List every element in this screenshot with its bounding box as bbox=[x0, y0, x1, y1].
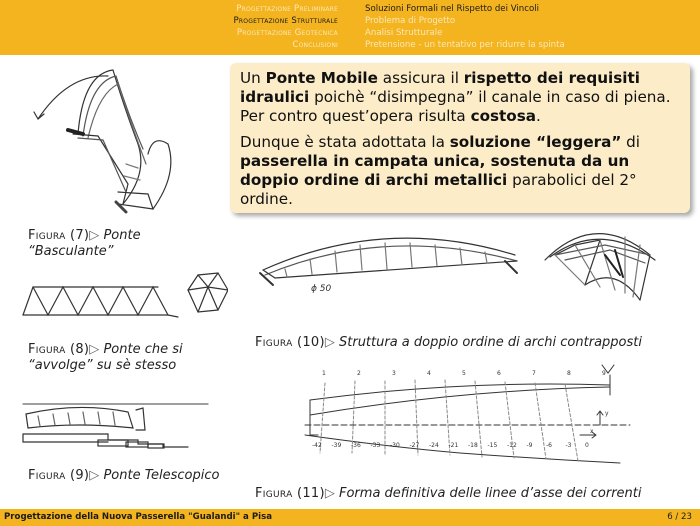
footer-bar bbox=[0, 509, 700, 526]
figure-7-label: Figura (7) bbox=[28, 228, 90, 243]
figure-11-label: Figura (11) bbox=[255, 486, 325, 501]
figure-8-sketch bbox=[18, 265, 228, 325]
figure-10-label: Figura (10) bbox=[255, 335, 325, 350]
figure-9-sketch bbox=[18, 392, 218, 454]
fig11-bottom-number: -24 bbox=[429, 442, 439, 449]
fig11-bottom-number: -39 bbox=[331, 442, 342, 449]
fig11-bottom-number: -3 bbox=[565, 442, 572, 449]
triangle-arrow-icon: ▷ bbox=[89, 468, 100, 483]
bold-costosa: costosa bbox=[470, 107, 537, 125]
nav-subsection-soluzioni[interactable]: Soluzioni Formali nel Rispetto dei Vincoli bbox=[365, 4, 539, 14]
figure-11-description: Forma definitiva delle linee d’asse dei correnti bbox=[339, 486, 642, 501]
figure-11-sketch bbox=[300, 355, 635, 475]
bold-soluzione-leggera: soluzione “leggera” bbox=[449, 133, 622, 151]
figure-10-caption bbox=[255, 335, 695, 351]
nav-section-strutturale[interactable]: Progettazione Strutturale bbox=[233, 16, 338, 26]
text-fragment: Dunque è stata adottata la bbox=[240, 133, 450, 151]
text-fragment: parabolici del 2° ordine. bbox=[240, 171, 637, 208]
figure-7-sketch bbox=[28, 64, 218, 214]
bold-requisiti-idraulici: rispetto dei requisiti idraulici bbox=[240, 69, 640, 106]
fig11-top-number: 5 bbox=[462, 370, 466, 377]
section-nav bbox=[234, 3, 338, 51]
bold-ponte-mobile: Ponte Mobile bbox=[265, 69, 378, 87]
text-fragment: . bbox=[536, 107, 541, 125]
fig11-top-number: 4 bbox=[427, 370, 431, 377]
triangle-arrow-icon: ▷ bbox=[89, 228, 100, 243]
nav-subsection-pretensione[interactable]: Pretensione - un tentativo per ridurre la spinta bbox=[365, 40, 565, 50]
nav-section-preliminare[interactable]: Progettazione Preliminare bbox=[236, 4, 338, 14]
callout-paragraph-1 bbox=[240, 69, 680, 126]
fig11-bottom-number: -18 bbox=[468, 442, 478, 449]
callout-paragraph-2 bbox=[240, 133, 680, 209]
text-fragment: assicura il bbox=[377, 69, 464, 87]
figure-10-sketch bbox=[255, 215, 680, 325]
fig11-axis-y-label: y bbox=[605, 410, 609, 417]
text-fragment: di bbox=[621, 133, 641, 151]
figure-9-caption bbox=[28, 468, 228, 484]
fig11-bottom-number: 0 bbox=[585, 442, 589, 449]
fig11-bottom-number: -30 bbox=[390, 442, 400, 449]
nav-subsection-problema[interactable]: Problema di Progetto bbox=[365, 16, 456, 26]
fig11-bottom-number: -6 bbox=[546, 442, 552, 449]
fig11-bottom-number: -12 bbox=[507, 442, 517, 449]
fig11-axis-x-label: x bbox=[590, 428, 594, 435]
page-number: 6 / 23 bbox=[667, 512, 692, 522]
figure-7-description: Ponte “Basculante” bbox=[28, 228, 141, 259]
fig10-dimension-label: ϕ 50 bbox=[311, 284, 332, 294]
footer-title: Progettazione della Nuova Passerella "Gualandi" a Pisa bbox=[4, 512, 272, 522]
figure-8-description: Ponte che si “avvolge” su sè stesso bbox=[28, 342, 183, 373]
fig11-top-number: 1 bbox=[322, 370, 326, 377]
subsection-nav bbox=[365, 3, 565, 51]
header-bar bbox=[0, 0, 700, 55]
bold-passerella-campata-unica: passerella in campata unica, sostenuta da un doppio ordine di archi metallici bbox=[240, 152, 630, 189]
fig11-top-number: 2 bbox=[357, 370, 361, 377]
fig11-top-number: 3 bbox=[392, 370, 396, 377]
figure-11-caption bbox=[255, 486, 695, 502]
fig11-bottom-number: -9 bbox=[526, 442, 533, 449]
figure-8-caption bbox=[28, 342, 228, 374]
figure-9-description: Ponte Telescopico bbox=[103, 468, 220, 483]
explanation-callout bbox=[230, 63, 690, 213]
fig11-bottom-number: -42 bbox=[312, 442, 322, 449]
text-fragment: Un bbox=[240, 69, 266, 87]
fig11-bottom-number: -21 bbox=[448, 442, 459, 449]
fig11-top-number: 8 bbox=[567, 370, 571, 377]
fig11-bottom-number: -36 bbox=[351, 442, 361, 449]
text-fragment: poichè “disimpegna” il canale in caso di piena. Per contro quest’opera risulta bbox=[240, 88, 671, 125]
fig11-top-number: 6 bbox=[497, 370, 501, 377]
fig11-bottom-number: -27 bbox=[409, 442, 420, 449]
nav-section-conclusioni[interactable]: Conclusioni bbox=[292, 40, 338, 50]
figure-8-label: Figura (8) bbox=[28, 342, 90, 357]
triangle-arrow-icon: ▷ bbox=[324, 335, 335, 350]
nav-section-geotecnica[interactable]: Progettazione Geotecnica bbox=[236, 28, 338, 38]
fig11-top-number: 9 bbox=[602, 370, 606, 377]
fig11-top-number: 7 bbox=[532, 370, 536, 377]
triangle-arrow-icon: ▷ bbox=[89, 342, 100, 357]
fig11-bottom-number: -33 bbox=[370, 442, 381, 449]
fig11-bottom-number: -15 bbox=[487, 442, 498, 449]
nav-subsection-analisi[interactable]: Analisi Strutturale bbox=[365, 28, 443, 38]
triangle-arrow-icon: ▷ bbox=[324, 486, 335, 501]
figure-9-label: Figura (9) bbox=[28, 468, 90, 483]
figure-10-description: Struttura a doppio ordine di archi contrapposti bbox=[339, 335, 642, 350]
figure-7-caption bbox=[28, 228, 228, 260]
